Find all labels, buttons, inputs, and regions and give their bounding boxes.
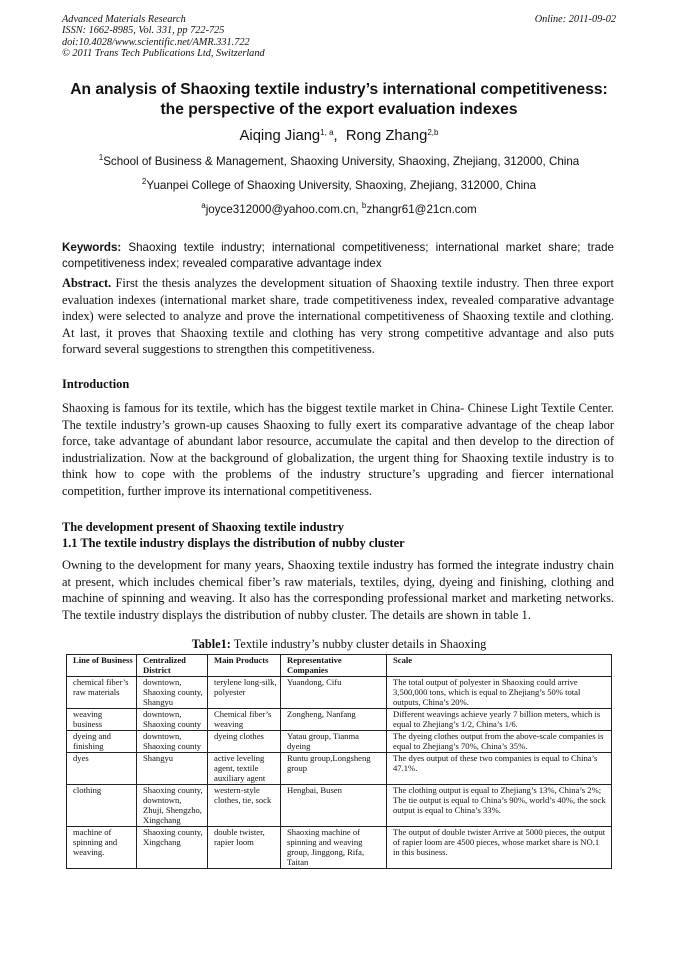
- table-cell: weaving business: [67, 709, 137, 731]
- paper-title: [40, 80, 638, 119]
- header-cell: Centralized District: [137, 655, 208, 677]
- table-cell: Different weavings achieve yearly 7 billion meters, which is equal to Zhejiang’s 1/2, China’s 1/6.: [387, 709, 612, 731]
- keywords-text: Shaoxing textile industry; international competitiveness; international market share; trade competitiveness index; revealed comparative advantage index: [62, 241, 614, 270]
- table-cell: downtown, Shaoxing county, Shangyu: [137, 677, 208, 709]
- affiliation-1-mark: 1: [98, 153, 104, 162]
- table-cell: The dyes output of these two companies is equal to China’s 47.1%.: [387, 753, 612, 785]
- table-cell: Chemical fiber’s weaving: [208, 709, 281, 731]
- table-row: [67, 827, 612, 869]
- table-cell: The output of double twister Arrive at 5000 pieces, the output of rapier loom are 4500 pieces, whose market share is NO.1 in this business.: [387, 827, 612, 869]
- table-row: [67, 677, 612, 709]
- table-row: [67, 753, 612, 785]
- table-cell: dyeing clothes: [208, 731, 281, 753]
- table-cell: downtown, Shaoxing county: [137, 709, 208, 731]
- header-cell: Line of Business: [67, 655, 137, 677]
- table-cell: Shaoxing machine of spinning and weaving group, Jinggong, Rifa, Taitan: [281, 827, 387, 869]
- keywords-label: Keywords:: [62, 241, 122, 254]
- table-cell: dyeing and finishing: [67, 731, 137, 753]
- title-line-2: the perspective of the export evaluation indexes: [160, 100, 518, 118]
- affiliation-2-text: Yuanpei College of Shaoxing University, Shaoxing, Zhejiang, 312000, China: [146, 179, 537, 192]
- header-cell: Main Products: [208, 655, 281, 677]
- email-b-mark: b: [361, 201, 367, 210]
- table-cell: Yuandong, Cifu: [281, 677, 387, 709]
- keywords-block: [62, 240, 614, 272]
- table-cell: clothing: [67, 785, 137, 827]
- table-cell: The dyeing clothes output from the above-scale companies is equal to Zhejiang’s 70%, China’s 35%.: [387, 731, 612, 753]
- table-caption-text: Textile industry’s nubby cluster details in Shaoxing: [233, 637, 487, 651]
- online-date: Online: 2011-09-02: [534, 14, 616, 25]
- table-cell: Hengbai, Busen: [281, 785, 387, 827]
- table-cell: active leveling agent, textile auxiliary agent: [208, 753, 281, 785]
- table-cell: terylene long-silk, polyester: [208, 677, 281, 709]
- table-cell: The clothing output is equal to Zhejiang’s 13%, China’s 2%; The tie output is equal to China’s 90%, world’s 40%, the sock output is equal to China’s 33%.: [387, 785, 612, 827]
- author-1-name: Aiqing Jiang: [239, 128, 321, 144]
- running-header: [62, 14, 265, 60]
- table-cell: dyes: [67, 753, 137, 785]
- affiliation-2: [0, 179, 678, 192]
- table-cell: Shaoxing county, Xingchang: [137, 827, 208, 869]
- email-a[interactable]: joyce312000@yahoo.com.cn,: [205, 203, 359, 216]
- doi-line: doi:10.4028/www.scientific.net/AMR.331.722: [62, 36, 250, 48]
- title-line-1: An analysis of Shaoxing textile industry’s international competitiveness:: [70, 81, 608, 98]
- table-cell: Shangyu: [137, 753, 208, 785]
- affiliation-2-mark: 2: [141, 177, 147, 186]
- table-cell: double twister, rapier loom: [208, 827, 281, 869]
- author-1-affil: 1, a: [320, 128, 334, 137]
- table-cell: downtown, Shaoxing county: [137, 731, 208, 753]
- table-caption: [0, 637, 678, 651]
- table-row: [67, 785, 612, 827]
- introduction-paragraph: Shaoxing is famous for its textile, which has the biggest textile market in China- Chinese Light Textile Center. The textile industry’s grown-up causes Shaoxing to fully exert its comparative advantage of the cheap labor force, take advantage of abundant labor resource, accumulate the capital and then develop to the direction of industrialization. Now at the background of globalization, the urgent thing for Shaoxing textile industry is to think how to cope with the problems of the industry structure’s upgrading and fiercer international competition, further improve its international competitiveness.: [62, 401, 614, 498]
- table-cell: Zongheng, Nanfang: [281, 709, 387, 731]
- author-list: [0, 128, 678, 144]
- email-a-mark: a: [201, 201, 206, 210]
- affiliation-1-text: School of Business & Management, Shaoxing University, Shaoxing, Zhejiang, 312000, China: [103, 155, 580, 168]
- table-row: [67, 709, 612, 731]
- author-2-name: Rong Zhang: [345, 128, 428, 144]
- table-caption-label: Table1:: [191, 637, 231, 651]
- table-cell: machine of spinning and weaving.: [67, 827, 137, 869]
- issn-line: ISSN: 1662-8985, Vol. 331, pp 722-725: [62, 25, 225, 37]
- affiliation-1: [0, 155, 678, 168]
- header-cell: Scale: [387, 655, 612, 677]
- development-heading: The development present of Shaoxing textile industry: [62, 520, 345, 534]
- table-header-row: [67, 655, 612, 677]
- header-cell: Representative Companies: [281, 655, 387, 677]
- table-cell: Runtu group,Longsheng group: [281, 753, 387, 785]
- abstract-text: First the thesis analyzes the development situation of Shaoxing textile industry. Then three export evaluation indexes (international market share, trade competitiveness index, revealed comparative advantage index) were selected to analyze and prove the international competitiveness of Shaoxing textile and clothing. At last, it proves that Shaoxing textile and clothing has very strong competitive advantage and also puts forward several suggestions to strengthen this competitiveness.: [62, 276, 614, 357]
- table-cell: The total output of polyester in Shaoxing could arrive 3,500,000 tons, which is equal to Zhejiang’s 50% total outputs, China’s 20%.: [387, 677, 612, 709]
- author-separator: ,: [333, 128, 346, 144]
- table-cell: western-style clothes, tie, sock: [208, 785, 281, 827]
- author-emails: [0, 203, 678, 216]
- abstract-paragraph: [62, 275, 614, 358]
- copyright-line: © 2011 Trans Tech Publications Ltd, Switzerland: [62, 48, 265, 60]
- introduction-heading: Introduction: [62, 377, 130, 391]
- table-cell: chemical fiber’s raw materials: [67, 677, 137, 709]
- table-cell: Yatau group, Tianma dyeing: [281, 731, 387, 753]
- development-paragraph: Owning to the development for many years, Shaoxing textile industry has formed the integrate industry chain at present, which includes chemical fiber’s raw materials, textiles, dying, dyeing and finishing, clothing and machine of spinning and weaving. It also has the corresponding professional market and marketing networks. The textile industry displays the distribution of nubby cluster. The details are shown in table 1.: [62, 558, 614, 622]
- table-cell: Shaoxing county, downtown, Zhuji, Shengzho, Xingchang: [137, 785, 208, 827]
- table-row: [67, 731, 612, 753]
- development-subheading: 1.1 The textile industry displays the distribution of nubby cluster: [62, 536, 405, 550]
- journal-name: Advanced Materials Research: [62, 14, 186, 25]
- email-b[interactable]: zhangr61@21cn.com: [366, 203, 477, 216]
- author-2-affil: 2,b: [427, 128, 439, 137]
- cluster-table: [66, 654, 612, 869]
- abstract-label: Abstract.: [62, 276, 112, 290]
